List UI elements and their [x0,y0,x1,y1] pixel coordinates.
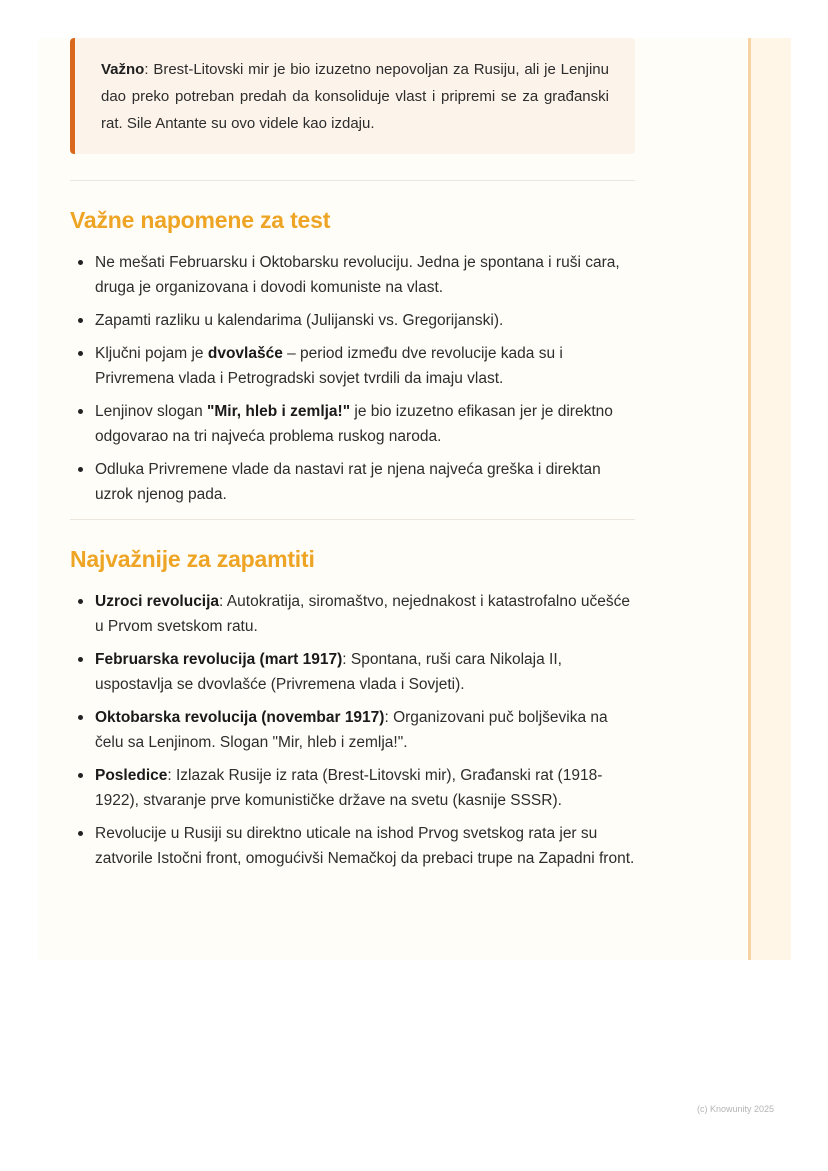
list-item-text: Lenjinov slogan [95,403,208,420]
list-item-text: – period između dve revolucije kada su i Privremena vlada i Petrogradski sovjet tvrdili da imaju vlast. [95,345,563,387]
test-notes-heading: Važne napomene za test [70,207,331,233]
list-item [70,821,635,871]
content-column [70,38,635,879]
item-title: Februarska revolucija (mart 1917) [95,651,343,668]
list-item [70,589,635,639]
list-item [70,457,635,507]
summary-list [70,589,635,871]
list-item-text: je bio izuzetno efikasan jer je direktno odgovarao na tri najveća problema ruskog naroda. [95,403,613,445]
list-item [70,308,635,333]
important-callout [70,38,635,154]
list-item-text: : Spontana, ruši cara Nikolaja II, uspostavlja se dvovlašće (Privremena vlada i Sovjeti). [95,651,562,693]
list-item [70,763,635,813]
list-item [70,399,635,449]
list-item-text: : Izlazak Rusije iz rata (Brest-Litovski mir), Građanski rat (1918-1922), stvaranje prve komunističke države na svetu (kasnije SSSR). [95,767,603,809]
copyright-footer: (c) Knowunity 2025 [696,1104,774,1114]
list-item-text: : Organizovani puč boljševika na čelu sa Lenjinom. Slogan "Mir, hleb i zemlja!". [95,709,608,751]
divider [70,519,635,520]
list-item [70,250,635,300]
slogan: "Mir, hleb i zemlja!" [207,403,351,420]
key-term: dvovlašće [207,345,283,362]
list-item-text: Zapamti razliku u kalendarima (Julijanski vs. Gregorijanski). [95,312,504,329]
list-item-text: Ne mešati Februarsku i Oktobarsku revoluciju. Jedna je spontana i ruši cara, druga je organizovana i dovodi komuniste na vlast. [95,254,620,296]
list-item-text: Odluka Privremene vlade da nastavi rat je njena najveća greška i direktan uzrok njenog pada. [95,461,601,503]
list-item [70,341,635,391]
summary-heading: Najvažnije za zapamtiti [70,546,315,572]
list-item-text: Ključni pojam je [95,345,208,362]
list-item-text: Revolucije u Rusiji su direktno uticale na ishod Prvog svetskog rata jer su zatvorile Istočni front, omogućivši Nemačkoj da prebaci trupe na Zapadni front. [95,825,635,867]
divider [70,180,635,181]
callout-text: : Brest-Litovski mir je bio izuzetno nepovoljan za Rusiju, ali je Lenjinu dao preko potreban predah da konsoliduje vlast i pripremi se za građanski rat. Sile Antante su ovo videle kao izdaju. [101,61,609,132]
list-item-text: : Autokratija, siromaštvo, nejednakost i katastrofalno učešće u Prvom svetskom ratu. [95,593,631,635]
item-title: Oktobarska revolucija (novembar 1917) [95,709,385,726]
item-title: Uzroci revolucija [95,593,220,610]
right-side-panel [748,38,791,960]
callout-label: Važno [101,61,145,78]
list-item [70,647,635,697]
list-item [70,705,635,755]
test-notes-list [70,250,635,507]
item-title: Posledice [95,767,168,784]
